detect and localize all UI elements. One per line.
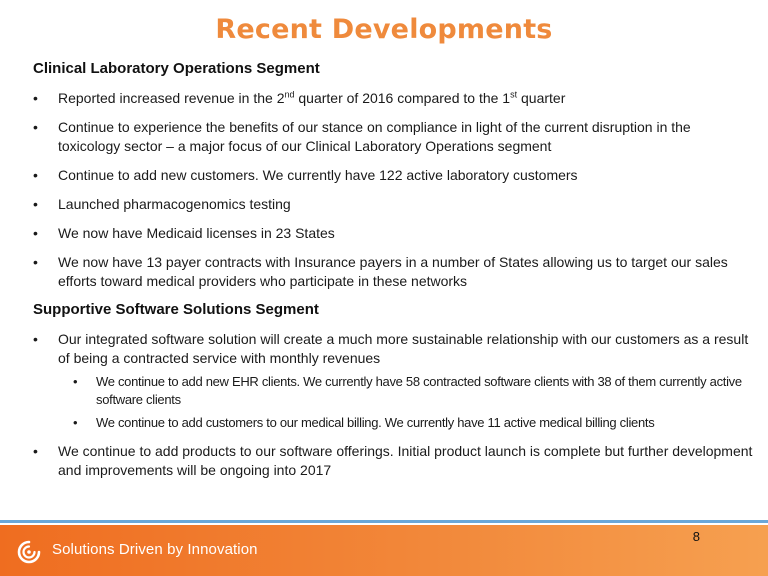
list-item: • Reported increased revenue in the 2nd quarter of 2016 compared to the 1st quarter <box>33 89 566 106</box>
bullet-icon: • <box>33 254 38 270</box>
list-item: • Our integrated software solution will create a much more sustainable relationship with our customers as a result of being a contracted service with monthly revenues • We continue to add new EHR clients. We currently have 58 contracted software clients with 38 of them currently active software clients • We continue to add customers to our medical billing. We currently have 11 active medical billing clients <box>33 330 753 432</box>
footer-bar <box>0 525 768 576</box>
list-item: • Launched pharmacogenomics testing <box>33 196 291 212</box>
bullet-icon: • <box>33 119 38 135</box>
slide-title: Recent Developments <box>215 14 553 45</box>
section-heading-clinical: Clinical Laboratory Operations Segment <box>33 60 320 77</box>
sub-bullet-list <box>58 373 753 432</box>
bullet-icon: • <box>73 415 78 430</box>
sub-list-item: • We continue to add new EHR clients. We currently have 58 contracted software clients with 38 of them currently active software clients <box>73 374 742 407</box>
bullet-icon: • <box>33 443 38 459</box>
bullet-icon: • <box>73 374 78 389</box>
list-item: • Continue to experience the benefits of our stance on compliance in light of the current disruption in the toxicology sector – a major focus of our Clinical Laboratory Operations segment <box>33 119 691 154</box>
list-item: • Continue to add new customers. We currently have 122 active laboratory customers <box>33 167 578 183</box>
list-item: • We now have 13 payer contracts with Insurance payers in a number of States allowing us to target our sales efforts toward medical providers who participate in these networks <box>33 254 728 289</box>
slide-content <box>33 60 753 490</box>
list-item: • We continue to add products to our software offerings. Initial product launch is complete but further development and improvements will be ongoing into 2017 <box>33 443 753 478</box>
footer-tagline: Solutions Driven by Innovation <box>52 541 258 558</box>
sub-list-item: • We continue to add customers to our medical billing. We currently have 11 active medical billing clients <box>73 415 655 430</box>
list-item: • We now have Medicaid licenses in 23 States <box>33 225 335 241</box>
bullet-icon: • <box>33 225 38 241</box>
bullet-icon: • <box>33 90 38 106</box>
swirl-logo-icon <box>16 539 42 565</box>
bullet-icon: • <box>33 331 38 347</box>
bullet-icon: • <box>33 196 38 212</box>
bullet-icon: • <box>33 167 38 183</box>
page-number: 8 <box>692 529 700 544</box>
software-bullet-list <box>33 330 753 480</box>
clinical-bullet-list <box>33 89 753 291</box>
footer-divider <box>0 520 768 523</box>
section-heading-software: Supportive Software Solutions Segment <box>33 301 319 318</box>
